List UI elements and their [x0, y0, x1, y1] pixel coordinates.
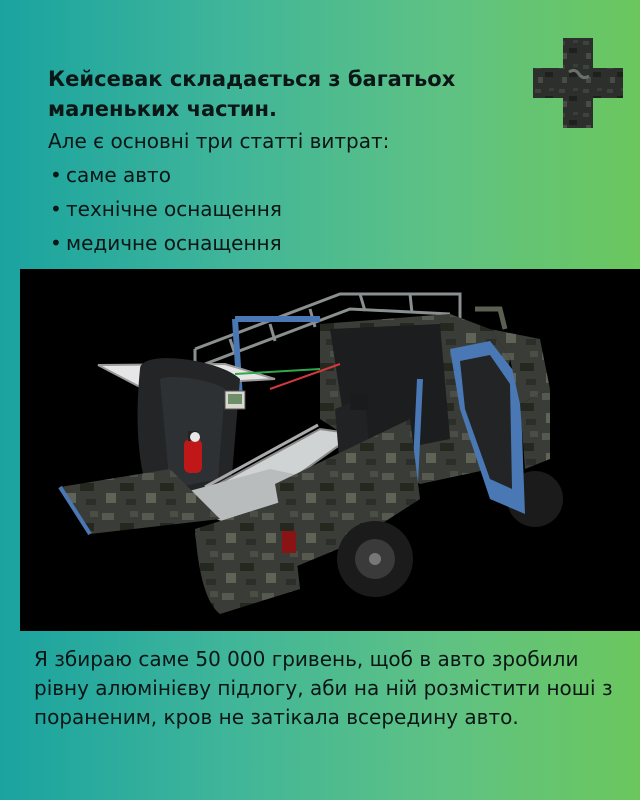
medical-cross-icon — [533, 38, 623, 128]
list-item: • саме авто — [48, 158, 518, 192]
lead-text: Але є основні три статті витрат: — [48, 129, 390, 153]
list-item: • технічне оснащення — [48, 192, 518, 226]
list-item: • медичне оснащення — [48, 226, 518, 260]
intro-section — [48, 64, 518, 260]
vehicle-image — [20, 269, 640, 631]
footer-text: Я збираю саме 50 000 гривень, щоб в авто зробили рівну алюмінієву підлогу, аби на ній розмістити ноші з пораненим, кров не затікала всередину авто. — [34, 647, 613, 729]
cost-list — [48, 158, 518, 260]
headline: Кейсевак складається з багатьох маленьких частин. — [48, 67, 456, 121]
